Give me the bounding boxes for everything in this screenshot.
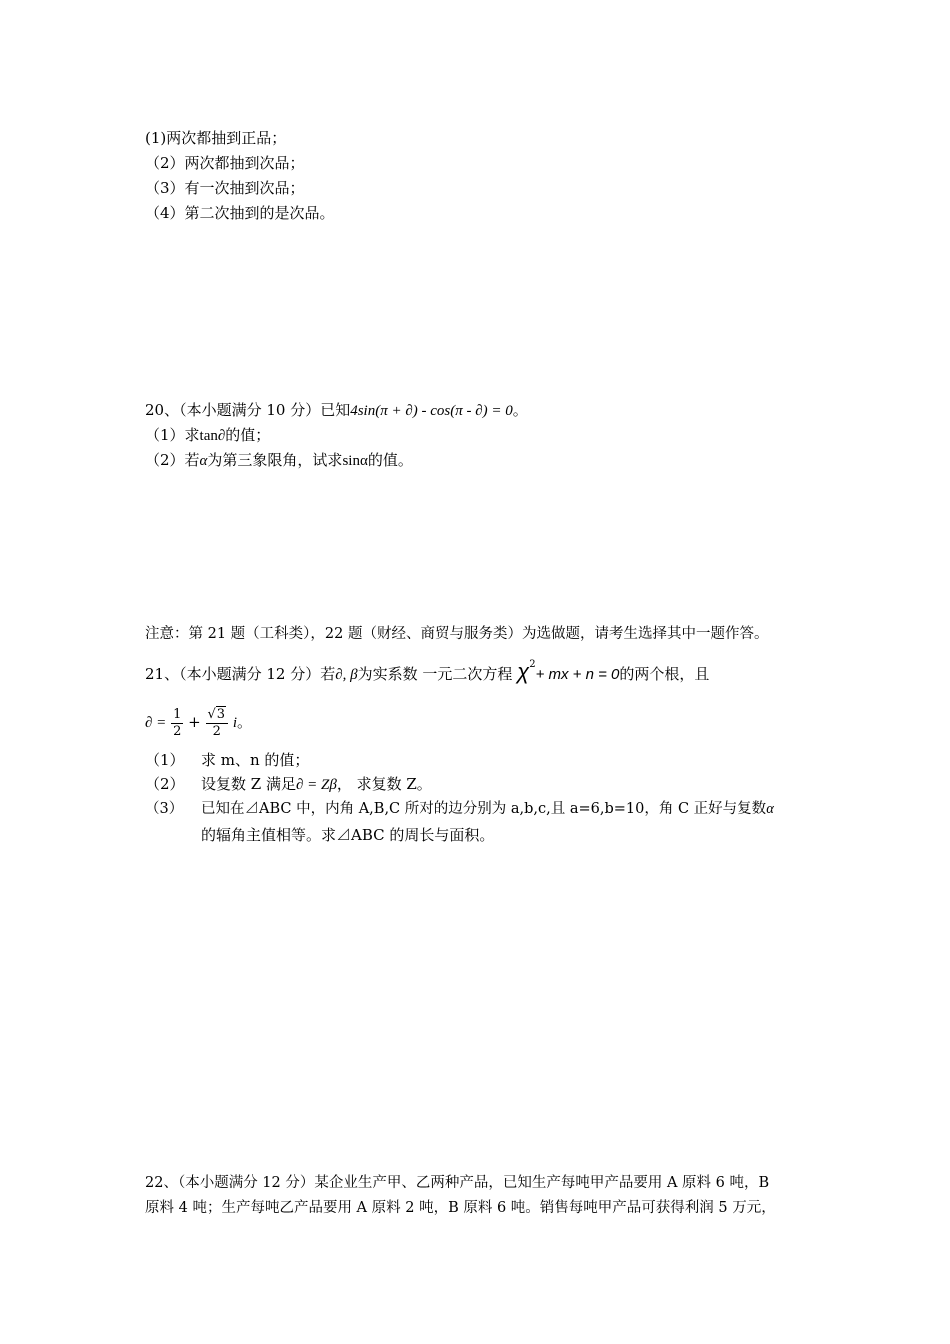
q19-item-3: （3）有一次抽到次品； <box>145 179 305 197</box>
q19-item-4: （4）第二次抽到的是次品。 <box>145 204 335 222</box>
q21-sub-2-text-a: 设复数 Z 满足 <box>201 775 296 793</box>
q21-frac-sqrt3: $\frac{√3}{2}$ <box>206 707 229 740</box>
q21-header-text: （本小题满分 12 分）若 <box>179 665 336 683</box>
q21-sub-1 <box>145 750 309 770</box>
q21-sub-3-alpha: α <box>766 801 774 817</box>
q20-header-text: （本小题满分 10 分）已知 <box>179 401 351 419</box>
q19-item-1: (1)两次都抽到正品； <box>145 129 287 147</box>
q21-imag-unit: i <box>232 715 238 731</box>
q21-sub-1-text: 求 m、n 的值； <box>201 751 310 769</box>
q20-end: 。 <box>512 401 528 419</box>
q21-sub-2 <box>145 774 432 795</box>
q21-frac2-den: 2 <box>212 723 221 739</box>
q20-equation: 4sin(π + ∂) - cos(π - ∂) = 0 <box>350 403 513 419</box>
q21-header <box>145 658 709 688</box>
q21-number: 21、 <box>145 665 180 683</box>
q22-line-2: 原料 4 吨；生产每吨乙产品要用 A 原料 2 吨，B 原料 6 吨。销售每吨甲产品可获得利润 5 万元， <box>145 1200 776 1216</box>
q21-sub-1-label: （1） <box>145 751 185 769</box>
q21-x: χ <box>517 659 530 684</box>
q21-period: 。 <box>237 713 253 731</box>
q21-frac1-num: 1 <box>173 706 182 722</box>
q21-sub-3-line-2: 的辐角主值相等。求⊿ABC 的周长与面积。 <box>201 826 495 844</box>
q19-item-2: （2）两次都抽到次品； <box>145 154 305 172</box>
q20-header <box>145 400 528 421</box>
q21-sub-2-label: （2） <box>145 775 185 793</box>
q21-mid: 为实系数 一元二次方程 <box>357 665 513 683</box>
q21-vars: ∂, β <box>335 667 358 683</box>
q21-sub-3 <box>145 799 774 819</box>
q21-sub-3-line-1: 已知在⊿ABC 中，内角 A,B,C 所对的边分别为 a,b,c,且 a=6,b=10，角 C 正好与复数 <box>201 801 767 817</box>
q21-frac1-den: 2 <box>173 723 182 739</box>
q20-sub-1 <box>145 425 270 446</box>
q21-alpha-def <box>145 704 252 741</box>
q20-sub-1-end: 的值； <box>225 426 271 444</box>
q21-sub-3-label: （3） <box>145 801 184 817</box>
q21-plus: + <box>188 713 201 731</box>
q21-frac-half <box>171 707 183 740</box>
q20-sub-1-label: （1）求 <box>145 426 200 444</box>
q20-sub-2-mid: 为第三象限角，试求 <box>207 451 343 469</box>
q21-sub-2-text-b: ， 求复数 Z。 <box>336 775 432 793</box>
q20-sub-2-var: α <box>199 453 208 469</box>
q21-alpha-lhs: ∂ = <box>145 715 167 731</box>
q21-sqrt-val: 3 <box>216 706 226 722</box>
q20-number: 20、 <box>145 401 180 419</box>
q20-sub-2-label: （2）若 <box>145 451 200 469</box>
q21-equation-rest: + mx + n = 0 <box>535 666 620 683</box>
q20-sub-1-expr: tan∂ <box>199 428 226 444</box>
q20-sub-2-expr: sinα <box>342 453 368 469</box>
q21-end: 的两个根，且 <box>619 665 710 683</box>
selection-notice: 注意：第 21 题（工科类），22 题（财经、商贸与服务类）为选做题，请考生选择其中一题作答。 <box>145 626 769 642</box>
q21-exponent: 2 <box>529 659 536 670</box>
q20-sub-2-end: 的值。 <box>367 451 413 469</box>
q21-sub-2-expr: ∂ = Zβ <box>295 777 337 793</box>
q22-line-1: 22、（本小题满分 12 分）某企业生产甲、乙两种产品，已知生产每吨甲产品要用 A 原料 6 吨，B <box>145 1175 770 1191</box>
q20-sub-2 <box>145 450 413 471</box>
